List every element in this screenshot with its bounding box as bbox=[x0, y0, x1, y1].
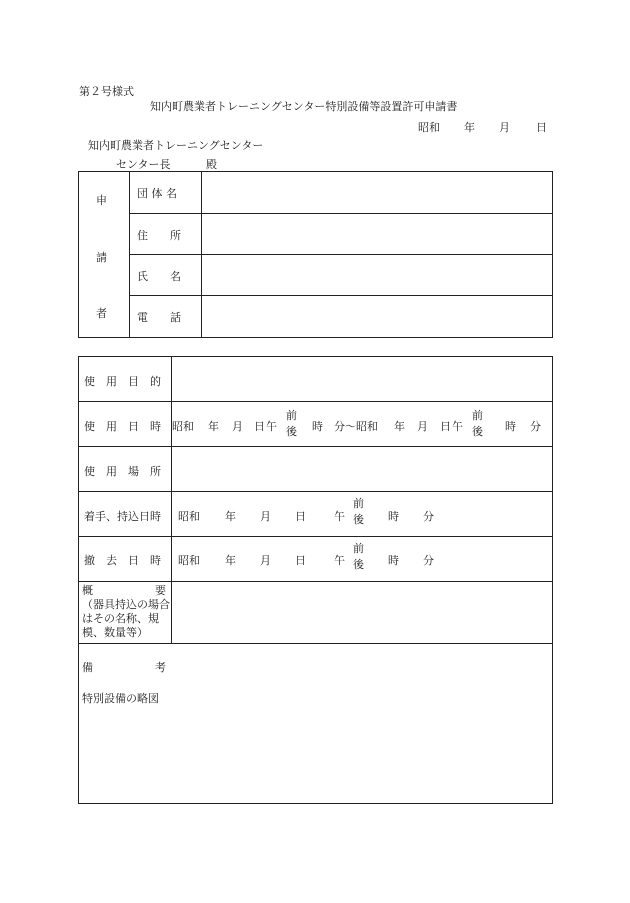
form-number: 第２号様式 bbox=[79, 85, 134, 98]
removal-month: 月 bbox=[260, 554, 271, 567]
usage-start-month: 月 bbox=[232, 420, 243, 433]
usage-start-hour: 時 bbox=[312, 420, 323, 433]
datetime-label: 使 用 日 時 bbox=[84, 420, 161, 433]
purpose-label: 使 用 目 的 bbox=[84, 375, 161, 388]
usage-end-month: 月 bbox=[417, 420, 428, 433]
setup-pm: 後 bbox=[353, 513, 364, 526]
remarks-title-a: 備 bbox=[82, 661, 93, 674]
applicant-row-line-3 bbox=[129, 295, 553, 296]
removal-am: 前 bbox=[353, 542, 364, 555]
details-row-line-6 bbox=[78, 643, 553, 644]
sketch-label: 特別設備の略図 bbox=[82, 692, 159, 705]
details-row-line-1 bbox=[78, 401, 553, 402]
remarks-title bbox=[82, 661, 166, 675]
place-label: 使 用 場 所 bbox=[84, 465, 161, 478]
removal-day: 日 bbox=[295, 554, 306, 567]
removal-ampm bbox=[353, 541, 364, 573]
date-year: 年 bbox=[464, 121, 475, 134]
section-char-2: 請 bbox=[96, 251, 107, 264]
setup-month: 月 bbox=[260, 510, 271, 523]
usage-end-pm: 後 bbox=[472, 425, 483, 438]
addressee-honorific: 殿 bbox=[206, 158, 217, 171]
remarks-title-b: 考 bbox=[155, 661, 166, 674]
addressee-facility: 知内町農業者トレーニングセンター bbox=[88, 139, 264, 152]
removal-year: 年 bbox=[225, 554, 236, 567]
usage-start-minute-tilde: 分〜昭和 bbox=[334, 420, 378, 433]
date-month: 月 bbox=[499, 121, 510, 134]
usage-end-day: 日 bbox=[440, 420, 451, 433]
removal-pm: 後 bbox=[353, 558, 364, 571]
summary-label bbox=[82, 584, 174, 640]
summary-title-a: 概 bbox=[82, 584, 93, 597]
date-era: 昭和 bbox=[418, 121, 440, 134]
setup-ampm bbox=[353, 496, 364, 528]
removal-minute: 分 bbox=[423, 554, 434, 567]
usage-start-noon: 午 bbox=[266, 420, 277, 433]
setup-label: 着手、持込日時 bbox=[84, 510, 161, 523]
setup-hour: 時 bbox=[388, 510, 399, 523]
summary-note: （器具持込の場合はその名称、規模、数量等） bbox=[82, 598, 170, 639]
usage-start-day: 日 bbox=[254, 420, 265, 433]
setup-day: 日 bbox=[295, 510, 306, 523]
name-label: 氏 名 bbox=[137, 270, 181, 283]
usage-start-year: 年 bbox=[208, 420, 219, 433]
date-day: 日 bbox=[536, 121, 547, 134]
usage-end-hour: 時 bbox=[505, 420, 516, 433]
applicant-row-line-1 bbox=[129, 213, 553, 214]
summary-title-b: 要 bbox=[155, 584, 166, 597]
usage-end-ampm bbox=[472, 408, 483, 440]
usage-end-noon: 午 bbox=[452, 420, 463, 433]
usage-start-pm: 後 bbox=[286, 425, 297, 438]
addressee-position: センター長 bbox=[116, 158, 171, 171]
usage-end-am: 前 bbox=[472, 409, 483, 422]
details-row-line-4 bbox=[78, 536, 553, 537]
setup-am: 前 bbox=[353, 497, 364, 510]
org-name-label: 団 体 名 bbox=[137, 187, 177, 200]
section-char-1: 申 bbox=[96, 194, 107, 207]
removal-noon: 午 bbox=[334, 554, 345, 567]
summary-title bbox=[82, 584, 166, 598]
setup-year: 年 bbox=[225, 510, 236, 523]
applicant-row-line-2 bbox=[129, 254, 553, 255]
details-row-line-2 bbox=[78, 446, 553, 447]
section-char-3: 者 bbox=[96, 307, 107, 320]
removal-era: 昭和 bbox=[178, 554, 200, 567]
usage-start-am: 前 bbox=[286, 409, 297, 422]
usage-end-minute: 分 bbox=[530, 420, 541, 433]
usage-end-year: 年 bbox=[394, 420, 405, 433]
details-row-line-3 bbox=[78, 491, 553, 492]
removal-hour: 時 bbox=[388, 554, 399, 567]
setup-era: 昭和 bbox=[178, 510, 200, 523]
removal-label: 撤 去 日 時 bbox=[84, 554, 161, 567]
phone-label: 電 話 bbox=[137, 311, 181, 324]
form-title: 知内町農業者トレーニングセンター特別設備等設置許可申請書 bbox=[150, 100, 458, 113]
remarks-label bbox=[82, 661, 174, 675]
details-row-line-5 bbox=[78, 581, 553, 582]
setup-noon: 午 bbox=[334, 510, 345, 523]
usage-start-ampm bbox=[286, 408, 297, 440]
address-label: 住 所 bbox=[137, 229, 181, 242]
setup-minute: 分 bbox=[423, 510, 434, 523]
usage-start-era: 昭和 bbox=[172, 420, 194, 433]
